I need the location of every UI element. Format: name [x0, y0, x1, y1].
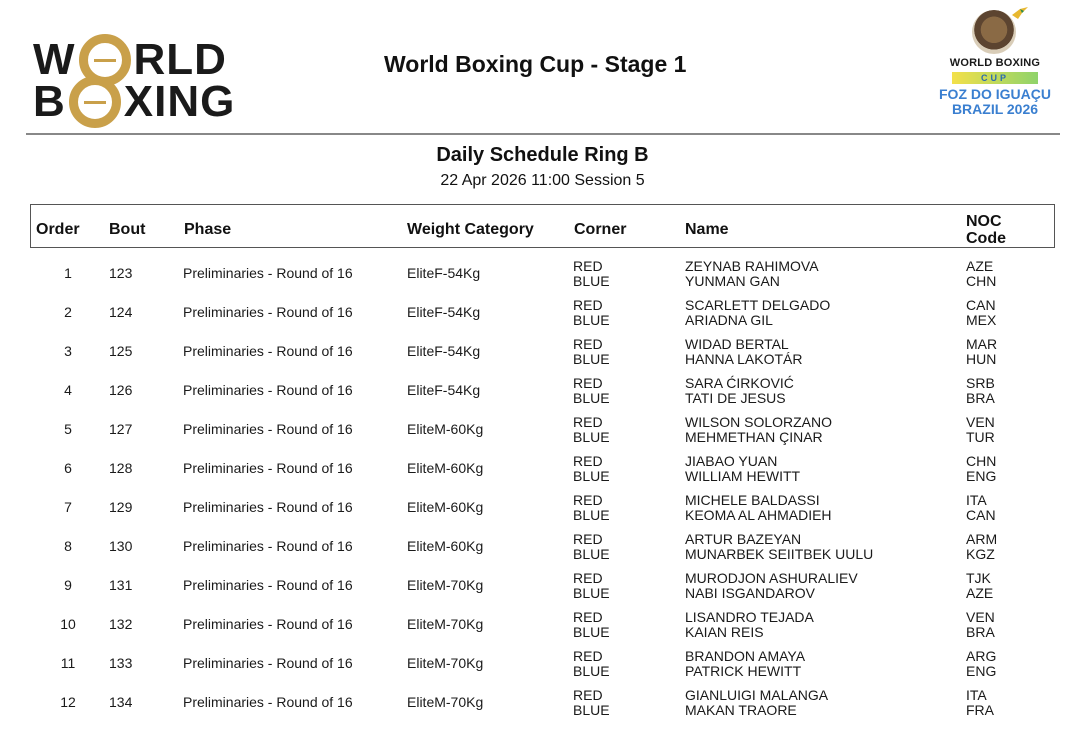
table-row: [0, 685, 1080, 724]
cell-corner-red: RED: [573, 375, 603, 391]
column-header-bout: Bout: [109, 221, 146, 238]
cell-corner-blue: BLUE: [573, 507, 610, 523]
cell-phase: Preliminaries - Round of 16: [183, 265, 353, 281]
cell-name-blue: TATI DE JESUS: [685, 390, 786, 406]
cell-bout: 126: [109, 382, 133, 398]
cell-name-red: SCARLETT DELGADO: [685, 297, 831, 313]
cell-corner-red: RED: [573, 453, 603, 469]
cell-weight-category: EliteM-60Kg: [407, 421, 484, 437]
cell-noc-code-blue: CAN: [966, 507, 996, 523]
cell-order: 3: [64, 343, 72, 359]
cell-phase: Preliminaries - Round of 16: [183, 577, 353, 593]
cell-bout: 130: [109, 538, 133, 554]
cell-order: 9: [64, 577, 72, 593]
column-header-noc-line1: NOC: [966, 213, 1002, 230]
column-header-weight: Weight Category: [407, 221, 534, 238]
cell-noc-code-red: ITA: [966, 492, 987, 508]
cell-corner-red: RED: [573, 687, 603, 703]
cell-noc-code-red: CAN: [966, 297, 996, 313]
cell-phase: Preliminaries - Round of 16: [183, 694, 353, 710]
page-header: [0, 0, 1080, 134]
cell-noc-code-red: CHN: [966, 453, 997, 469]
cell-order: 7: [64, 499, 72, 515]
toucan-icon: [1010, 5, 1030, 21]
cell-noc-code-red: ARM: [966, 531, 998, 547]
table-row: [0, 451, 1080, 490]
cell-name-blue: MAKAN TRAORE: [685, 702, 797, 718]
cell-corner-red: RED: [573, 531, 603, 547]
cell-noc-code-red: AZE: [966, 258, 994, 274]
cell-weight-category: EliteM-70Kg: [407, 577, 484, 593]
cell-name-blue: MUNARBEK SEIITBEK UULU: [685, 546, 874, 562]
table-row: [0, 490, 1080, 529]
cell-phase: Preliminaries - Round of 16: [183, 616, 353, 632]
cell-noc-code-blue: KGZ: [966, 546, 995, 562]
cell-phase: Preliminaries - Round of 16: [183, 460, 353, 476]
logo-letter-w: W: [33, 35, 76, 84]
cell-order: 2: [64, 304, 72, 320]
cup-logo-country: BRAZIL 2026: [951, 101, 1039, 117]
table-row: [0, 256, 1080, 295]
column-header-noc: [966, 213, 1006, 247]
cell-weight-category: EliteM-60Kg: [407, 499, 484, 515]
cell-corner-blue: BLUE: [573, 468, 610, 484]
cell-noc-code-blue: CHN: [966, 273, 997, 289]
cell-corner-blue: BLUE: [573, 429, 610, 445]
cell-corner-blue: BLUE: [573, 624, 610, 640]
cell-noc-code-blue: HUN: [966, 351, 997, 367]
cell-phase: Preliminaries - Round of 16: [183, 382, 353, 398]
cell-corner-red: RED: [573, 492, 603, 508]
cell-order: 4: [64, 382, 72, 398]
cell-noc-code-red: ITA: [966, 687, 987, 703]
header-divider: [26, 133, 1060, 135]
cell-weight-category: EliteF-54Kg: [407, 265, 481, 281]
cell-noc-code-red: SRB: [966, 375, 995, 391]
cell-bout: 123: [109, 265, 133, 281]
cell-weight-category: EliteF-54Kg: [407, 382, 481, 398]
cell-phase: Preliminaries - Round of 16: [183, 343, 353, 359]
cell-name-blue: YUNMAN GAN: [685, 273, 780, 289]
cell-corner-blue: BLUE: [573, 585, 610, 601]
cell-weight-category: EliteM-70Kg: [407, 694, 484, 710]
table-header: [30, 204, 1055, 248]
cell-phase: Preliminaries - Round of 16: [183, 304, 353, 320]
cell-bout: 124: [109, 304, 133, 320]
cell-noc-code-blue: ENG: [966, 468, 997, 484]
table-row: [0, 646, 1080, 685]
cell-name-red: JIABAO YUAN: [685, 453, 778, 469]
cell-phase: Preliminaries - Round of 16: [183, 538, 353, 554]
cell-weight-category: EliteM-60Kg: [407, 460, 484, 476]
logo-letters-rld: RLD: [133, 35, 227, 84]
column-header-noc-line2: Code: [966, 230, 1006, 247]
cell-order: 5: [64, 421, 72, 437]
cell-name-blue: KEOMA AL AHMADIEH: [685, 507, 832, 523]
cell-phase: Preliminaries - Round of 16: [183, 421, 353, 437]
cell-name-red: LISANDRO TEJADA: [685, 609, 814, 625]
cell-bout: 133: [109, 655, 133, 671]
schedule-title: Daily Schedule Ring B: [436, 144, 649, 166]
cell-name-red: MURODJON ASHURALIEV: [685, 570, 858, 586]
table-row: [0, 373, 1080, 412]
cell-order: 8: [64, 538, 72, 554]
cell-weight-category: EliteF-54Kg: [407, 304, 481, 320]
cell-corner-blue: BLUE: [573, 702, 610, 718]
cell-weight-category: EliteM-70Kg: [407, 655, 484, 671]
cell-order: 10: [60, 616, 76, 632]
table-row: [0, 607, 1080, 646]
cell-corner-blue: BLUE: [573, 390, 610, 406]
cell-name-red: SARA ĆIRKOVIĆ: [685, 375, 794, 391]
logo-ring-icon: [69, 76, 121, 128]
cell-name-blue: PATRICK HEWITT: [685, 663, 802, 679]
cell-bout: 128: [109, 460, 133, 476]
cell-corner-red: RED: [573, 297, 603, 313]
cell-corner-blue: BLUE: [573, 546, 610, 562]
cell-phase: Preliminaries - Round of 16: [183, 655, 353, 671]
cell-name-blue: MEHMETHAN ÇINAR: [685, 429, 823, 445]
cell-name-blue: HANNA LAKOTÁR: [685, 351, 803, 367]
cup-logo-city: FOZ DO IGUAÇU: [939, 86, 1051, 102]
cell-weight-category: EliteM-70Kg: [407, 616, 484, 632]
logo-letter-b: B: [33, 77, 66, 126]
cell-noc-code-red: TJK: [966, 570, 991, 586]
cell-noc-code-red: VEN: [966, 609, 995, 625]
cup-logo-band: CUP: [952, 72, 1038, 84]
schedule-subtitle: 22 Apr 2026 11:00 Session 5: [440, 172, 645, 189]
cell-noc-code-blue: MEX: [966, 312, 997, 328]
cell-corner-red: RED: [573, 609, 603, 625]
world-boxing-cup-logo: [930, 5, 1060, 120]
cell-name-red: ARTUR BAZEYAN: [685, 531, 802, 547]
cell-name-red: ZEYNAB RAHIMOVA: [685, 258, 819, 274]
cell-corner-red: RED: [573, 258, 603, 274]
cell-corner-red: RED: [573, 414, 603, 430]
cell-order: 12: [60, 694, 76, 710]
cell-noc-code-blue: AZE: [966, 585, 994, 601]
column-header-name: Name: [685, 221, 729, 238]
cell-noc-code-blue: TUR: [966, 429, 995, 445]
column-header-order: Order: [36, 221, 80, 238]
table-row: [0, 568, 1080, 607]
world-boxing-logo: [33, 35, 278, 126]
cell-corner-blue: BLUE: [573, 663, 610, 679]
cell-name-red: GIANLUIGI MALANGA: [685, 687, 829, 703]
cell-bout: 127: [109, 421, 133, 437]
cell-corner-blue: BLUE: [573, 351, 610, 367]
cell-noc-code-blue: BRA: [966, 390, 995, 406]
cell-name-blue: WILLIAM HEWITT: [685, 468, 801, 484]
cell-noc-code-red: MAR: [966, 336, 998, 352]
cell-noc-code-red: VEN: [966, 414, 995, 430]
cell-corner-blue: BLUE: [573, 273, 610, 289]
cell-phase: Preliminaries - Round of 16: [183, 499, 353, 515]
cell-name-blue: NABI ISGANDAROV: [685, 585, 815, 601]
cell-noc-code-red: ARG: [966, 648, 997, 664]
cell-order: 1: [64, 265, 72, 281]
cell-weight-category: EliteF-54Kg: [407, 343, 481, 359]
cell-order: 11: [60, 655, 76, 671]
document-title: World Boxing Cup - Stage 1: [384, 51, 687, 77]
cell-noc-code-blue: ENG: [966, 663, 997, 679]
cell-corner-red: RED: [573, 570, 603, 586]
cell-bout: 131: [109, 577, 133, 593]
cup-logo-name: WORLD BOXING: [949, 57, 1041, 69]
cell-bout: 125: [109, 343, 133, 359]
column-header-corner: Corner: [574, 221, 627, 238]
cell-name-blue: ARIADNA GIL: [685, 312, 773, 328]
cell-bout: 132: [109, 616, 133, 632]
cell-order: 6: [64, 460, 72, 476]
cell-corner-red: RED: [573, 648, 603, 664]
cell-name-red: WILSON SOLORZANO: [685, 414, 833, 430]
cell-bout: 129: [109, 499, 133, 515]
cell-corner-red: RED: [573, 336, 603, 352]
column-header-phase: Phase: [184, 221, 232, 238]
cell-weight-category: EliteM-60Kg: [407, 538, 484, 554]
cell-corner-blue: BLUE: [573, 312, 610, 328]
cell-bout: 134: [109, 694, 133, 710]
table-row: [0, 529, 1080, 568]
cell-name-red: WIDAD BERTAL: [685, 336, 789, 352]
cell-noc-code-blue: FRA: [966, 702, 994, 718]
table-row: [0, 295, 1080, 334]
cell-name-blue: KAIAN REIS: [685, 624, 764, 640]
table-row: [0, 334, 1080, 373]
table-row: [0, 412, 1080, 451]
cell-name-red: BRANDON AMAYA: [685, 648, 806, 664]
cell-noc-code-blue: BRA: [966, 624, 995, 640]
logo-letters-xing: XING: [123, 77, 236, 126]
cell-name-red: MICHELE BALDASSI: [685, 492, 820, 508]
